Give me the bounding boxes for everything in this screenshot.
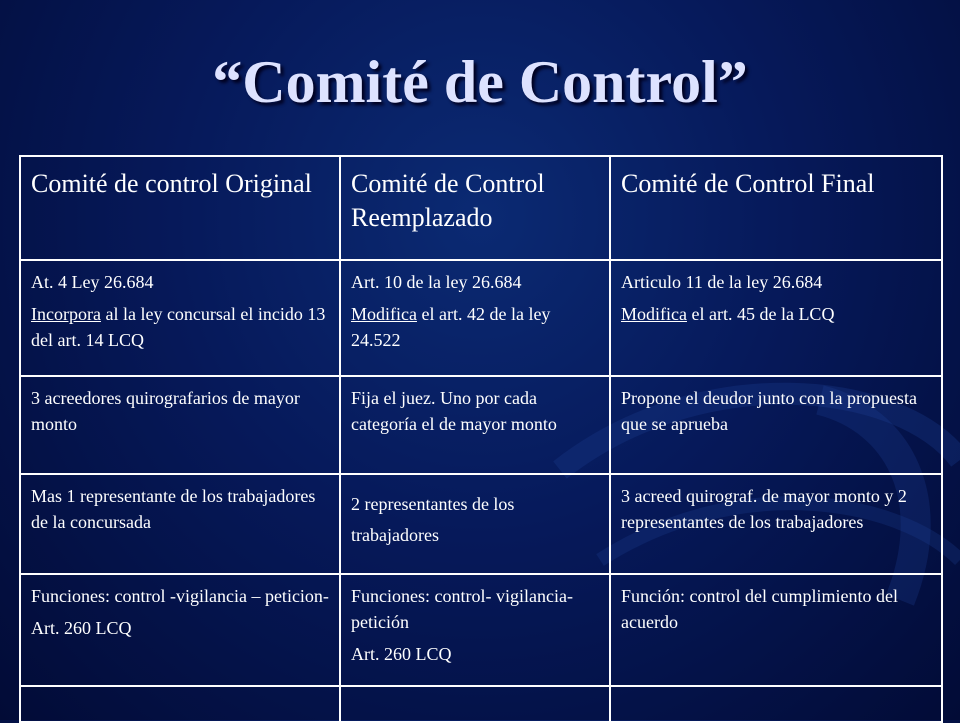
table-row	[20, 574, 942, 686]
table-cell: 3 acreedores quirografarios de mayor monto	[20, 376, 340, 474]
law-reference: Art. 10 de la ley 26.684	[351, 272, 522, 292]
table-cell	[610, 260, 942, 376]
header-reemplazado: Comité de Control Reemplazado	[340, 156, 610, 260]
table-cell	[340, 574, 610, 686]
law-description	[31, 301, 329, 353]
law-reference: Articulo 11 de la ley 26.684	[621, 272, 823, 292]
law-verb: Modifica	[351, 304, 417, 325]
article-reference: Art. 260 LCQ	[31, 618, 132, 639]
table-cell: 3 acreed quirograf. de mayor monto y 2 representantes de los trabajadores	[610, 474, 942, 574]
table-row-empty	[20, 686, 942, 722]
table-cell	[340, 260, 610, 376]
law-detail: al la ley concursal el incido 13 del art. 14 LCQ	[31, 304, 326, 351]
functions-text: Funciones: control -vigilancia – peticion-	[31, 586, 329, 606]
table-cell	[20, 574, 340, 686]
table-row	[20, 376, 942, 474]
comparison-table	[19, 155, 943, 723]
table-row	[20, 474, 942, 574]
header-original: Comité de control Original	[20, 156, 340, 260]
law-description	[351, 301, 599, 353]
slide-title: “Comité de Control”	[212, 49, 748, 115]
table-cell-empty	[610, 686, 942, 722]
functions-text: Funciones: control- vigilancia-petición	[351, 586, 573, 633]
law-verb: Incorpora	[31, 304, 101, 325]
table-cell-empty	[340, 686, 610, 722]
law-reference: At. 4 Ley 26.684	[31, 272, 154, 292]
table-header-row	[20, 156, 942, 260]
table-cell: Propone el deudor junto con la propuesta que se aprueba	[610, 376, 942, 474]
article-reference: Art. 260 LCQ	[351, 644, 452, 665]
table-cell	[610, 574, 942, 686]
functions-text: Función: control del cumplimiento del acuerdo	[621, 586, 898, 633]
header-final: Comité de Control Final	[610, 156, 942, 260]
table-cell-empty	[20, 686, 340, 722]
table-row	[20, 260, 942, 376]
table-cell: Mas 1 representante de los trabajadores de la concursada	[20, 474, 340, 574]
law-detail: el art. 42 de la ley 24.522	[351, 304, 551, 351]
table-cell: Fija el juez. Uno por cada categoría el de mayor monto	[340, 376, 610, 474]
law-detail: el art. 45 de la LCQ	[686, 304, 835, 325]
law-description	[621, 301, 931, 327]
table-cell	[20, 260, 340, 376]
table-cell: 2 representantes de los trabajadores	[340, 474, 610, 574]
law-verb: Modifica	[621, 304, 687, 325]
